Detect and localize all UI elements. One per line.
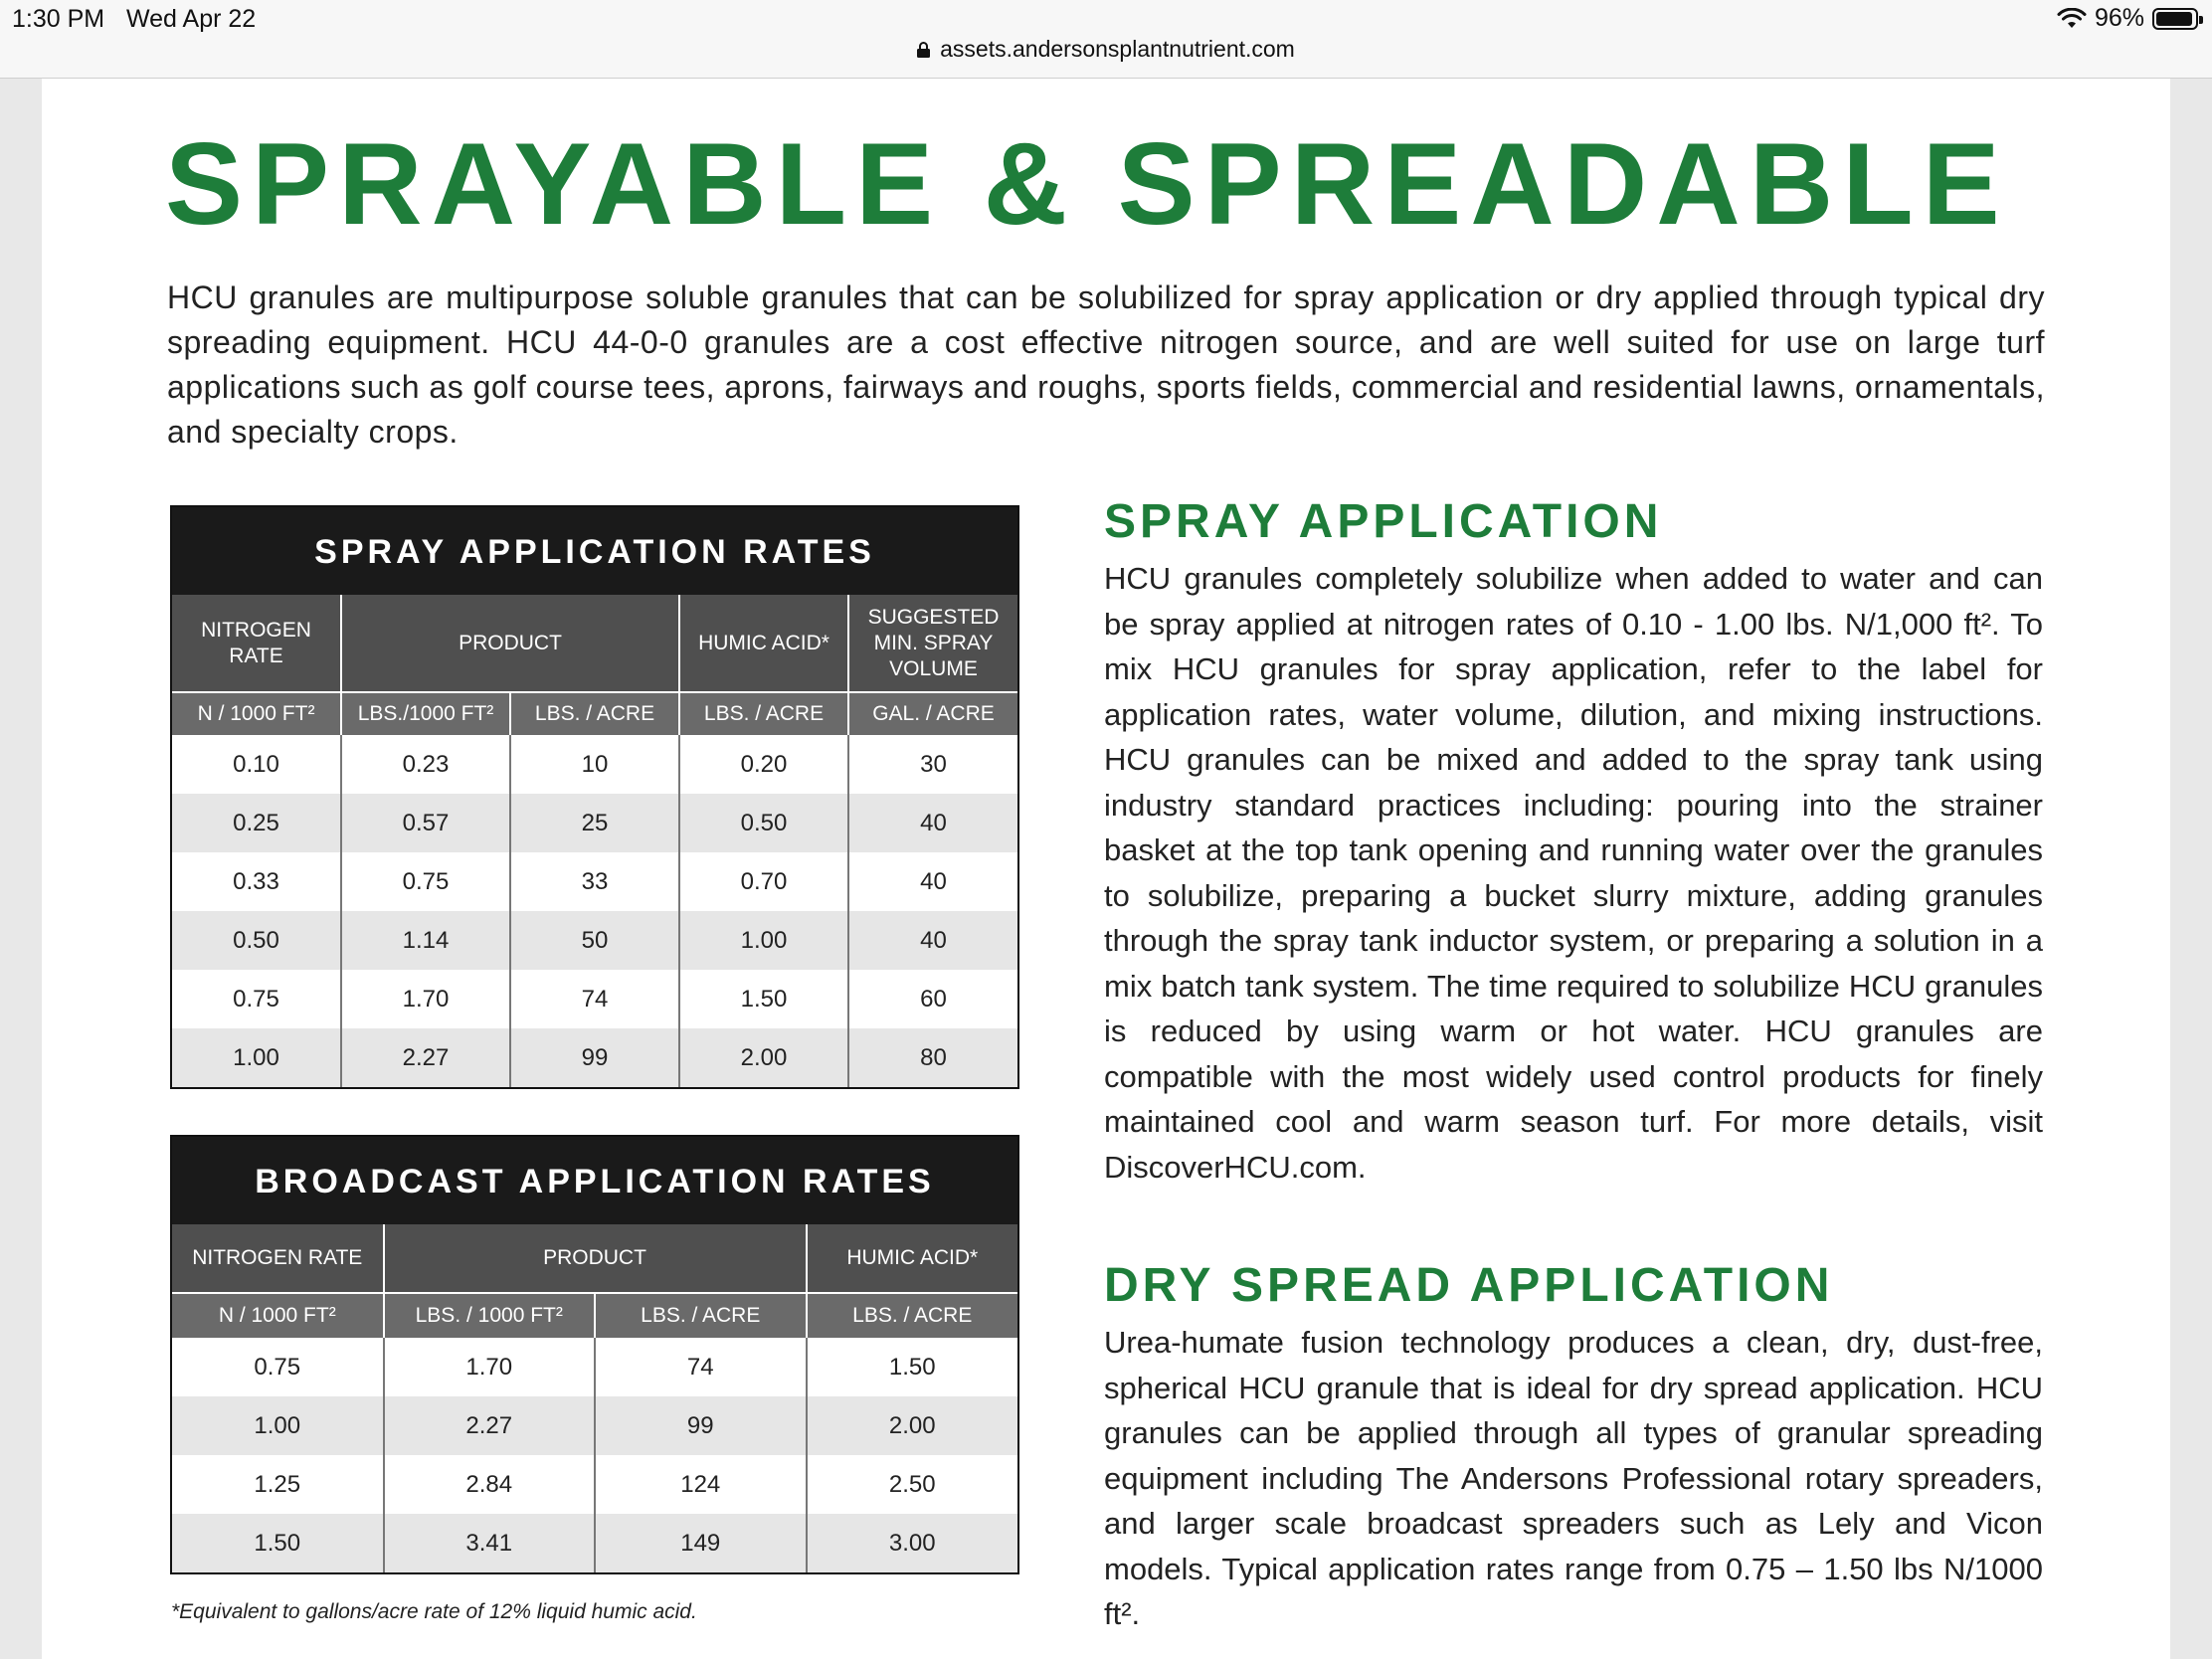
table-cell: 3.00 bbox=[807, 1514, 1018, 1572]
unit-header: LBS. / ACRE bbox=[510, 692, 679, 735]
table-row bbox=[172, 1514, 1017, 1572]
table-row bbox=[172, 1396, 1017, 1455]
table-cell: 1.50 bbox=[172, 1514, 384, 1572]
table-cell: 0.50 bbox=[172, 911, 341, 970]
table-cell: 1.00 bbox=[172, 1396, 384, 1455]
lock-icon bbox=[917, 42, 930, 58]
status-right bbox=[2057, 4, 2198, 33]
unit-header: LBS./1000 FT² bbox=[341, 692, 510, 735]
table-cell: 2.50 bbox=[888, 1470, 936, 1498]
table-cell: 1.14 bbox=[341, 911, 510, 970]
intro-paragraph: HCU granules are multipurpose soluble granules that can be solubilized for spray application or dry applied through typical dry spreading equipment. HCU 44-0-0 granules are a cost effective nitrogen source, and are well suited for use on large turf applications such as golf course tees, aprons, fairways and roughs, sports fields, commercial and residential lawns, ornamentals, and specialty crops. bbox=[167, 279, 2045, 450]
table-cell: 25 bbox=[510, 794, 679, 852]
table-cell: 40 bbox=[848, 911, 1017, 970]
table-cell: 0.10 bbox=[172, 735, 341, 794]
header-humic-acid: HUMIC ACID* bbox=[679, 595, 848, 692]
document-page bbox=[42, 79, 2170, 1659]
table-cell: 74 bbox=[510, 970, 679, 1028]
table-cell: 3.41 bbox=[384, 1514, 596, 1572]
table-cell: 2.27 bbox=[384, 1396, 596, 1455]
battery-percent: 96% bbox=[2094, 4, 2144, 32]
table-cell: 0.25 bbox=[172, 794, 341, 852]
table-cell: 0.70 bbox=[679, 852, 848, 911]
table-cell: 2.00 bbox=[679, 1028, 848, 1087]
dry-section-title: DRY SPREAD APPLICATION bbox=[1104, 1259, 1834, 1312]
wifi-icon bbox=[2057, 8, 2087, 30]
dry-section-text: Urea-humate fusion technology produces a clean, dry, dust-free, spherical HCU granule that is ideal for dry spread application. HCU granules can be applied through all types of granular spreading equipment including The Andersons Professional rotary spreaders, and larger scale broadcast spreaders such as Lely and Vicon models. Typical application rates range from 0.75 – 1.50 lbs N/1000 ft². bbox=[1104, 1325, 2043, 1631]
header-nitrogen-rate: NITROGEN RATE bbox=[172, 595, 341, 692]
table-cell: 40 bbox=[848, 794, 1017, 852]
table-cell: 0.75 bbox=[172, 970, 341, 1028]
status-date: Wed Apr 22 bbox=[126, 5, 257, 33]
table-row bbox=[172, 794, 1017, 852]
table-cell: 0.57 bbox=[341, 794, 510, 852]
header-nitrogen-rate: NITROGEN RATE bbox=[172, 1224, 384, 1293]
spray-section-text: HCU granules completely solubilize when added to water and can be spray applied at nitrogen rates of 0.10 - 1.00 lbs. N/1,000 ft². To mix HCU granules for spray application, refer to the label for application rates, water volume, dilution, and mixing instructions. HCU granules can be mixed and added to the spray tank using industry standard practices including: pouring into the strainer basket at the top tank opening and running water over the granules to solubilize, preparing a bucket slurry mixture, adding granules through the spray tank inductor system, or preparing a solution in a mix batch tank system. The time required to solubilize HCU granules is reduced by using warm or hot water. HCU granules are compatible with the most widely used control products for finely maintained cool and warm season turf. For more details, visit DiscoverHCU.com. bbox=[1104, 561, 2043, 1185]
address-bar[interactable] bbox=[0, 36, 2212, 63]
page-title: SPRAYABLE & SPREADABLE bbox=[165, 118, 2009, 249]
unit-header: GAL. / ACRE bbox=[848, 692, 1017, 735]
header-humic-acid: HUMIC ACID* bbox=[807, 1224, 1018, 1293]
table-cell: 0.50 bbox=[679, 794, 848, 852]
header-product: PRODUCT bbox=[384, 1224, 807, 1293]
table-row bbox=[172, 735, 1017, 794]
spray-section-title: SPRAY APPLICATION bbox=[1104, 495, 1663, 548]
table-cell: 1.50 bbox=[888, 1353, 936, 1381]
table-cell: 1.70 bbox=[341, 970, 510, 1028]
table-cell: 1.50 bbox=[679, 970, 848, 1028]
table-cell: 74 bbox=[595, 1338, 807, 1396]
spray-rates-table bbox=[170, 505, 1019, 1089]
table-cell: 1.70 bbox=[384, 1338, 596, 1396]
header-product: PRODUCT bbox=[341, 595, 679, 692]
table-cell: 0.33 bbox=[172, 852, 341, 911]
spray-table-title: SPRAY APPLICATION RATES bbox=[172, 507, 1017, 595]
table-cell: 0.75 bbox=[172, 1338, 384, 1396]
table-cell: 50 bbox=[510, 911, 679, 970]
table-row bbox=[172, 970, 1017, 1028]
table-row bbox=[172, 911, 1017, 970]
table-cell: 0.20 bbox=[679, 735, 848, 794]
table-cell: 1.25 bbox=[172, 1455, 384, 1514]
table-cell: 124 bbox=[595, 1455, 807, 1514]
table-cell: 99 bbox=[595, 1396, 807, 1455]
unit-header: LBS. / ACRE bbox=[807, 1293, 1018, 1338]
unit-header: LBS. / ACRE bbox=[679, 692, 848, 735]
status-bar bbox=[0, 0, 2212, 79]
broadcast-table-title: BROADCAST APPLICATION RATES bbox=[172, 1137, 1017, 1224]
table-row bbox=[172, 1028, 1017, 1087]
url-text[interactable]: assets.andersonsplantnutrient.com bbox=[940, 36, 1295, 62]
unit-header: N / 1000 FT² bbox=[172, 1293, 384, 1338]
table-cell: 149 bbox=[595, 1514, 807, 1572]
table-cell: 10 bbox=[510, 735, 679, 794]
table-cell: 40 bbox=[920, 867, 947, 895]
unit-header: LBS. / ACRE bbox=[595, 1293, 807, 1338]
table-cell: 2.00 bbox=[807, 1396, 1018, 1455]
table-cell: 60 bbox=[920, 985, 947, 1013]
status-time: 1:30 PM bbox=[12, 5, 105, 33]
header-spray-volume: SUGGESTED MIN. SPRAY VOLUME bbox=[848, 595, 1017, 692]
table-cell: 2.84 bbox=[384, 1455, 596, 1514]
footnote: *Equivalent to gallons/acre rate of 12% liquid humic acid. bbox=[171, 1600, 697, 1623]
battery-icon bbox=[2152, 8, 2198, 30]
table-cell: 1.00 bbox=[679, 911, 848, 970]
table-row bbox=[172, 1455, 1017, 1514]
table-cell: 0.23 bbox=[341, 735, 510, 794]
unit-header: LBS. / 1000 FT² bbox=[384, 1293, 596, 1338]
table-cell: 33 bbox=[510, 852, 679, 911]
battery-level bbox=[2156, 12, 2192, 26]
table-cell: 99 bbox=[510, 1028, 679, 1087]
table-cell: 0.75 bbox=[341, 852, 510, 911]
table-cell: 80 bbox=[848, 1028, 1017, 1087]
broadcast-rates-table bbox=[170, 1135, 1019, 1574]
table-cell: 30 bbox=[920, 750, 947, 778]
table-cell: 2.27 bbox=[341, 1028, 510, 1087]
table-cell: 1.00 bbox=[172, 1028, 341, 1087]
unit-header: N / 1000 FT² bbox=[172, 692, 341, 735]
table-row bbox=[172, 1338, 1017, 1396]
table-row bbox=[172, 852, 1017, 911]
